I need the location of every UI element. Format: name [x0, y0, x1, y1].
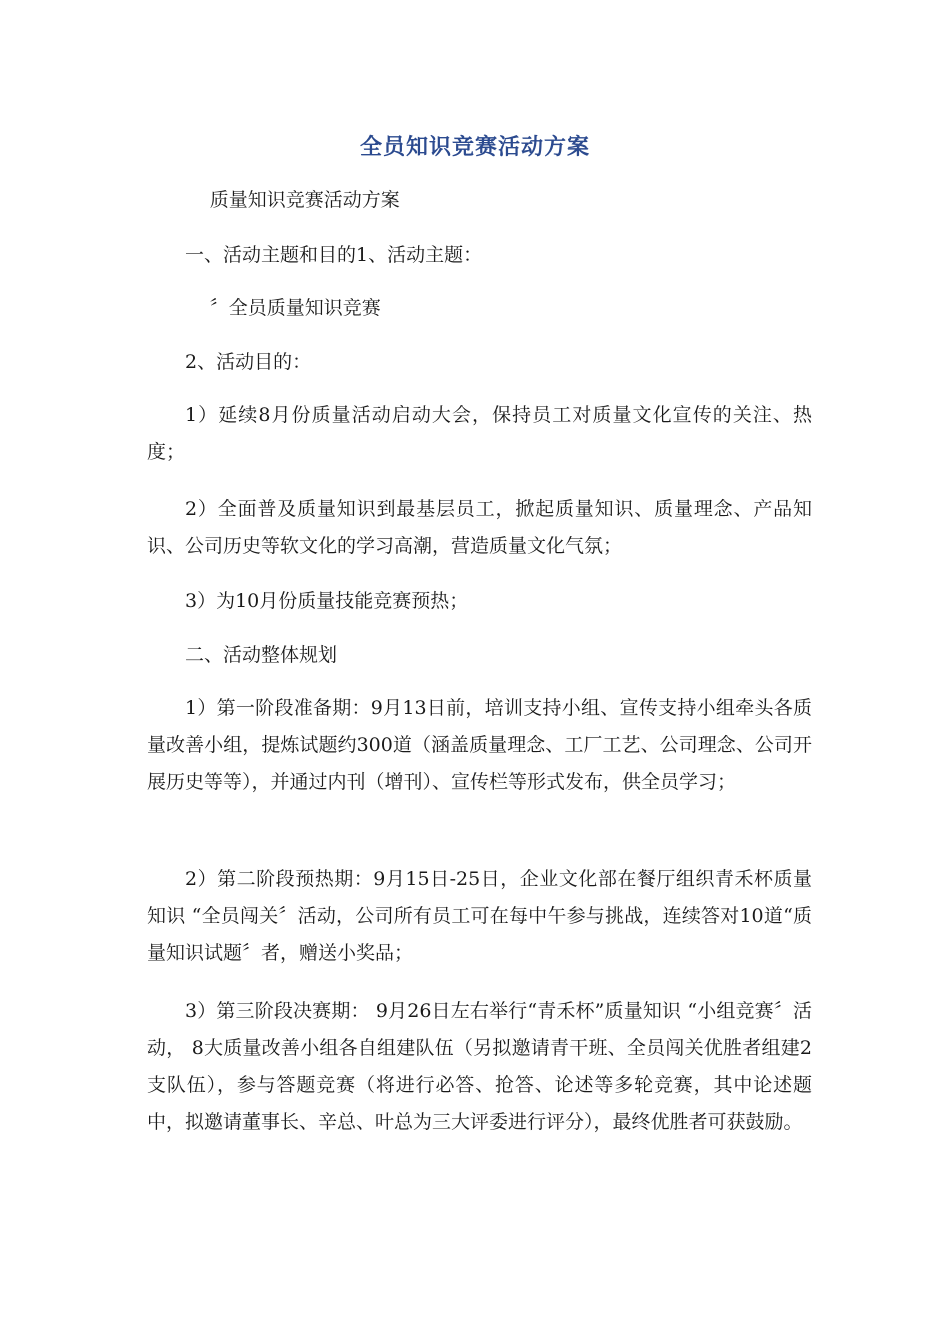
paragraph-phase-1: 1）第一阶段准备期：9月13日前，培训支持小组、宣传支持小组牵头各质量改善小组，提炼试题约300道（涵盖质量理念、工厂工艺、公司理念、公司开展历史等等），并通过内刊（增刊）、宣传栏等形式发布，供全员学习； — [147, 697, 812, 793]
paragraph-section-1-heading: 一、活动主题和目的1、活动主题： — [185, 244, 483, 266]
paragraph-purpose-2: 2）全面普及质量知识到最基层员工，掀起质量知识、质量理念、产品知识、公司历史等软文化的学习高潮，营造质量文化气氛； — [147, 498, 812, 557]
paragraph-subtitle: 质量知识竞赛活动方案 — [209, 189, 400, 211]
document-title: 全员知识竞赛活动方案 — [359, 135, 590, 160]
paragraph-phase-2: 2）第二阶段预热期：9月15日-25日，企业文化部在餐厅组织青禾杯质量知识 “全员闯关〞活动，公司所有员工可在每中午参与挑战，连续答对10道“质量知识试题〞者，赠送小奖品； — [147, 868, 812, 964]
paragraph-purpose-1: 1）延续8月份质量活动启动大会，保持员工对质量文化宣传的关注、热度； — [147, 404, 812, 463]
paragraph-activity-purpose-heading: 2、活动目的： — [185, 351, 312, 373]
paragraph-phase-3: 3）第三阶段决赛期： 9月26日左右举行“青禾杯”质量知识 “小组竞赛〞活动， 8大质量改善小组各自组建队伍（另拟邀请青干班、全员闯关优胜者组建2支队伍），参与答题竞赛（将进行必答、抢答、论述等多轮竞赛，其中论述题中，拟邀请董事长、辛总、叶总为三大评委进行评分），最终优胜者可获鼓励。 — [147, 1000, 812, 1133]
paragraph-activity-theme: 〞全员质量知识竞赛 — [209, 297, 381, 319]
paragraph-section-2-heading: 二、活动整体规划 — [185, 644, 338, 666]
paragraph-purpose-3: 3）为10月份质量技能竞赛预热； — [185, 590, 469, 612]
